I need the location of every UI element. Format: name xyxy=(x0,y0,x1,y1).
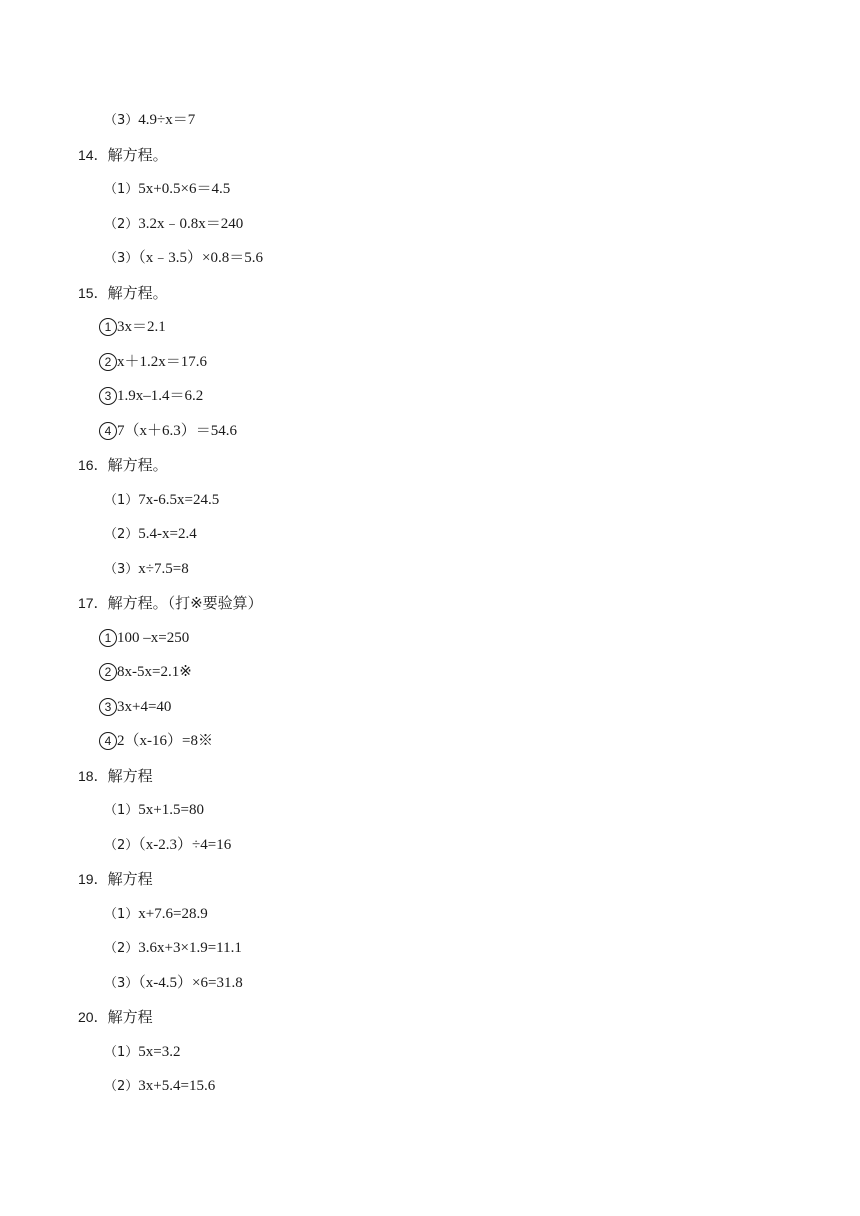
equation-item xyxy=(104,248,263,269)
equation-text: 3.2x﹣0.8x＝240 xyxy=(138,216,244,232)
equation-item xyxy=(99,662,192,682)
equation-text: 3x＝2.1 xyxy=(117,319,166,335)
equation-text: 5x+0.5×6＝4.5 xyxy=(138,181,231,197)
sub-item-label: （1） xyxy=(104,907,139,922)
equation-item xyxy=(104,110,195,131)
question-number: 17． xyxy=(78,595,108,611)
circled-number: 2 xyxy=(99,353,117,371)
equation-item xyxy=(104,1042,181,1063)
sub-item-label: （2） xyxy=(104,527,139,542)
equation-item xyxy=(99,697,171,717)
equation-text: 5.4-x=2.4 xyxy=(138,526,197,542)
sub-item-label: （2） xyxy=(104,1079,139,1094)
equation-item xyxy=(99,352,207,372)
equation-text: 100 –x=250 xyxy=(117,630,190,646)
question-heading xyxy=(78,869,153,890)
question-number: 16． xyxy=(78,457,108,473)
equation-text: 3.6x+3×1.9=11.1 xyxy=(138,940,242,956)
equation-text: （x﹣3.5）×0.8＝5.6 xyxy=(138,250,263,266)
equation-text: 2（x-16）=8※ xyxy=(117,733,213,749)
equation-item xyxy=(104,904,208,925)
circled-number: 3 xyxy=(99,387,117,405)
equation-item xyxy=(104,1076,215,1097)
equation-item xyxy=(99,317,166,337)
circled-number: 4 xyxy=(99,422,117,440)
question-heading xyxy=(78,145,168,166)
sub-item-label: （1） xyxy=(104,803,139,818)
equation-text: x÷7.5=8 xyxy=(138,561,189,577)
circled-number: 4 xyxy=(99,732,117,750)
circled-number: 1 xyxy=(99,318,117,336)
question-title: 解方程。 xyxy=(107,456,168,474)
question-title: 解方程。（打※要验算） xyxy=(107,594,263,612)
sub-item-label: （1） xyxy=(104,1045,139,1060)
sub-item-label: （2） xyxy=(104,838,139,853)
sub-item-label: （3） xyxy=(104,113,139,128)
sub-item-label: （1） xyxy=(104,493,139,508)
circled-number: 3 xyxy=(99,698,117,716)
equation-item xyxy=(104,559,189,580)
equation-text: （x-2.3）÷4=16 xyxy=(138,837,232,853)
question-heading xyxy=(78,283,168,304)
question-title: 解方程 xyxy=(107,870,153,888)
sub-item-label: （2） xyxy=(104,217,139,232)
equation-text: 4.9÷x＝7 xyxy=(138,112,196,128)
question-title: 解方程 xyxy=(107,767,153,785)
equation-text: 8x-5x=2.1※ xyxy=(117,664,192,680)
equation-text: 5x+1.5=80 xyxy=(138,802,204,818)
equation-item xyxy=(104,938,242,959)
sub-item-label: （3） xyxy=(104,976,139,991)
question-number: 14． xyxy=(78,147,108,163)
equation-text: 7（x＋6.3）＝54.6 xyxy=(117,423,238,439)
equation-text: 7x-6.5x=24.5 xyxy=(138,492,220,508)
equation-text: 3x+5.4=15.6 xyxy=(138,1078,216,1094)
equation-text: 1.9x–1.4＝6.2 xyxy=(117,388,204,404)
equation-item xyxy=(99,731,213,751)
question-number: 15． xyxy=(78,285,108,301)
question-heading xyxy=(78,766,153,787)
equation-item xyxy=(104,179,230,200)
sub-item-label: （3） xyxy=(104,562,139,577)
question-number: 20． xyxy=(78,1009,108,1025)
equation-text: x＋1.2x＝17.6 xyxy=(117,354,208,370)
question-heading xyxy=(78,593,263,614)
question-heading xyxy=(78,1007,153,1028)
equation-item xyxy=(104,973,243,994)
question-number: 19． xyxy=(78,871,108,887)
equation-text: x+7.6=28.9 xyxy=(138,906,208,922)
equation-text: 5x=3.2 xyxy=(138,1044,181,1060)
sub-item-label: （2） xyxy=(104,941,139,956)
equation-item xyxy=(99,628,189,648)
equation-item xyxy=(99,421,237,441)
equation-text: （x-4.5）×6=31.8 xyxy=(138,975,243,991)
circled-number: 1 xyxy=(99,629,117,647)
equation-item xyxy=(99,386,203,406)
question-title: 解方程 xyxy=(107,1008,153,1026)
question-title: 解方程。 xyxy=(107,284,168,302)
question-heading xyxy=(78,455,168,476)
equation-item xyxy=(104,524,197,545)
equation-item xyxy=(104,490,219,511)
sub-item-label: （1） xyxy=(104,182,139,197)
circled-number: 2 xyxy=(99,663,117,681)
question-number: 18． xyxy=(78,768,108,784)
equation-item xyxy=(104,835,231,856)
equation-text: 3x+4=40 xyxy=(117,699,172,715)
equation-item xyxy=(104,214,243,235)
question-title: 解方程。 xyxy=(107,146,168,164)
equation-item xyxy=(104,800,204,821)
sub-item-label: （3） xyxy=(104,251,139,266)
